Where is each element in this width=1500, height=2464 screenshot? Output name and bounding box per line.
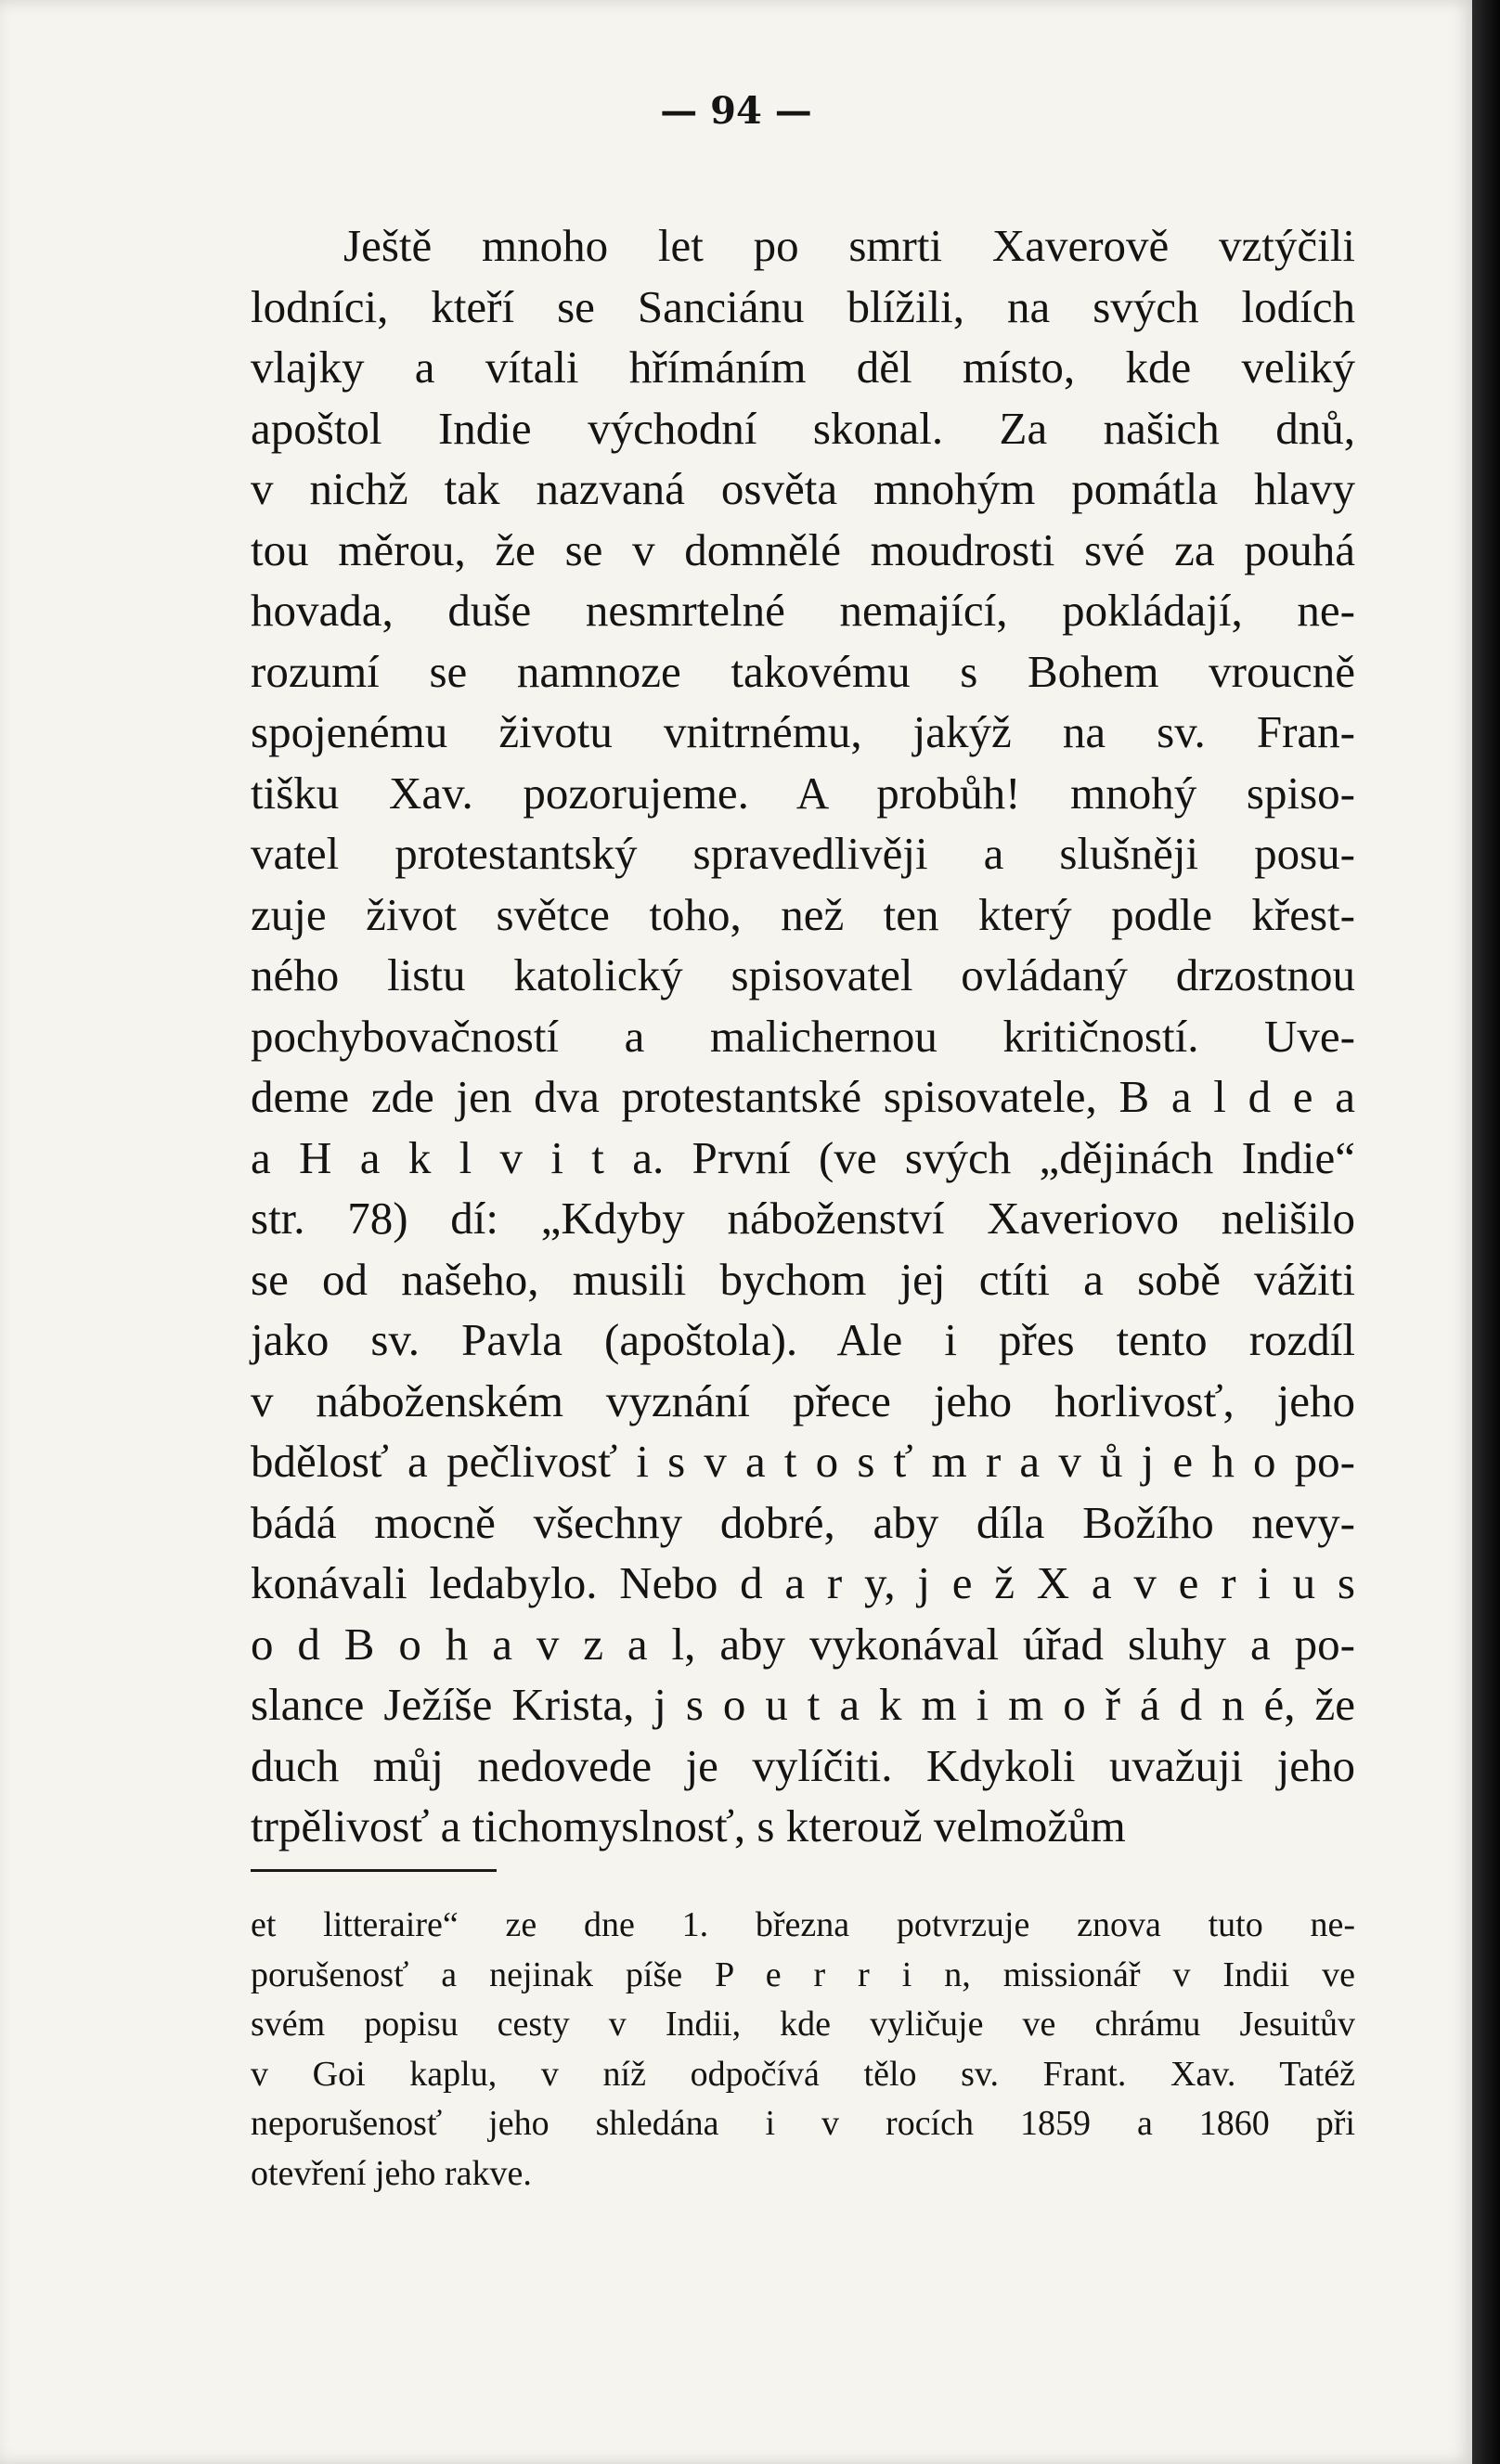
footnote-line: neporušenosť jeho shledána i v rocích 1859 a 1860 při <box>251 2104 1355 2143</box>
text-line: v nichž tak nazvaná osvěta mnohým pomátla hlavy <box>251 463 1355 514</box>
text-line: duch můj nedovede je vylíčiti. Kdykoli uvažuji jeho <box>251 1739 1355 1791</box>
scan-edge <box>1472 0 1500 2464</box>
text-line: a H a k l v i t a. První (ve svých „dějinách Indie“ <box>251 1131 1355 1183</box>
footnote-line: et litteraire“ ze dne 1. března potvrzuje znova tuto ne- <box>251 1905 1355 1944</box>
text-line: jako sv. Pavla (apoštola). Ale i přes tento rozdíl <box>251 1314 1355 1365</box>
text-line: v náboženském vyznání přece jeho horlivosť, jeho <box>251 1374 1355 1426</box>
text-line: vlajky a vítali hřímáním děl místo, kde veliký <box>251 342 1355 393</box>
text-line: trpělivosť a tichomyslnosť, s kterouž velmožům <box>251 1800 1126 1851</box>
text-line: str. 78) dí: „Kdyby náboženství Xaveriovo nelišilo <box>251 1193 1355 1244</box>
text-line: ného listu katolický spisovatel ovládaný drzostnou <box>251 949 1355 1000</box>
text-line: bdělosť a pečlivosť i s v a t o s ť m r a v ů j e h o po- <box>251 1436 1355 1487</box>
footnote <box>251 1901 1355 2199</box>
footnote-line: porušenosť a nejinak píše P e r r i n, missionář v Indii ve <box>251 1954 1355 1994</box>
text-line: tišku Xav. pozorujeme. A probůh! mnohý spiso- <box>251 767 1355 819</box>
text-line: lodníci, kteří se Sanciánu blížili, na svých lodích <box>251 280 1355 332</box>
text-line: rozumí se namnoze takovému s Bohem vroucně <box>251 645 1355 697</box>
page-number: — 94 — <box>660 89 812 133</box>
text-line: hovada, duše nesmrtelné nemající, pokládají, ne- <box>251 585 1355 636</box>
text-line: Ještě mnoho let po smrti Xaverově vztýčili <box>343 220 1355 271</box>
text-line: vatel protestantský spravedlivěji a slušněji posu- <box>251 828 1355 879</box>
footnote-line: svém popisu cesty v Indii, kde vyličuje ve chrámu Jesuitův <box>251 2005 1355 2044</box>
text-line: o d B o h a v z a l, aby vykonával úřad sluhy a po- <box>251 1618 1355 1670</box>
text-line: zuje život světce toho, než ten který podle křest- <box>251 888 1355 940</box>
footnote-divider <box>251 1869 497 1872</box>
text-line: konávali ledabylo. Nebo d a r y, j e ž X a v e r i u s <box>251 1557 1355 1608</box>
footnote-line: v Goi kaplu, v níž odpočívá tělo sv. Frant. Xav. Tatéž <box>251 2054 1355 2094</box>
text-line: apoštol Indie východní skonal. Za našich dnů, <box>251 402 1355 454</box>
text-line: slance Ježíše Krista, j s o u t a k m i m o ř á d n é, že <box>251 1679 1355 1730</box>
text-line: se od našeho, musili bychom jej ctíti a sobě vážiti <box>251 1253 1355 1305</box>
text-line: spojenému životu vnitrnému, jakýž na sv. Fran- <box>251 706 1355 757</box>
text-line: pochybovačností a malichernou kritičností. Uve- <box>251 1010 1355 1062</box>
footnote-line: otevření jeho rakve. <box>251 2153 532 2193</box>
text-line: bádá mocně všechny dobré, aby díla Božího nevy- <box>251 1496 1355 1548</box>
text-line: tou měrou, že se v domnělé moudrosti své za pouhá <box>251 523 1355 575</box>
text-line: deme zde jen dva protestantské spisovatele, B a l d e a <box>251 1071 1355 1122</box>
main-text <box>251 215 1355 1857</box>
